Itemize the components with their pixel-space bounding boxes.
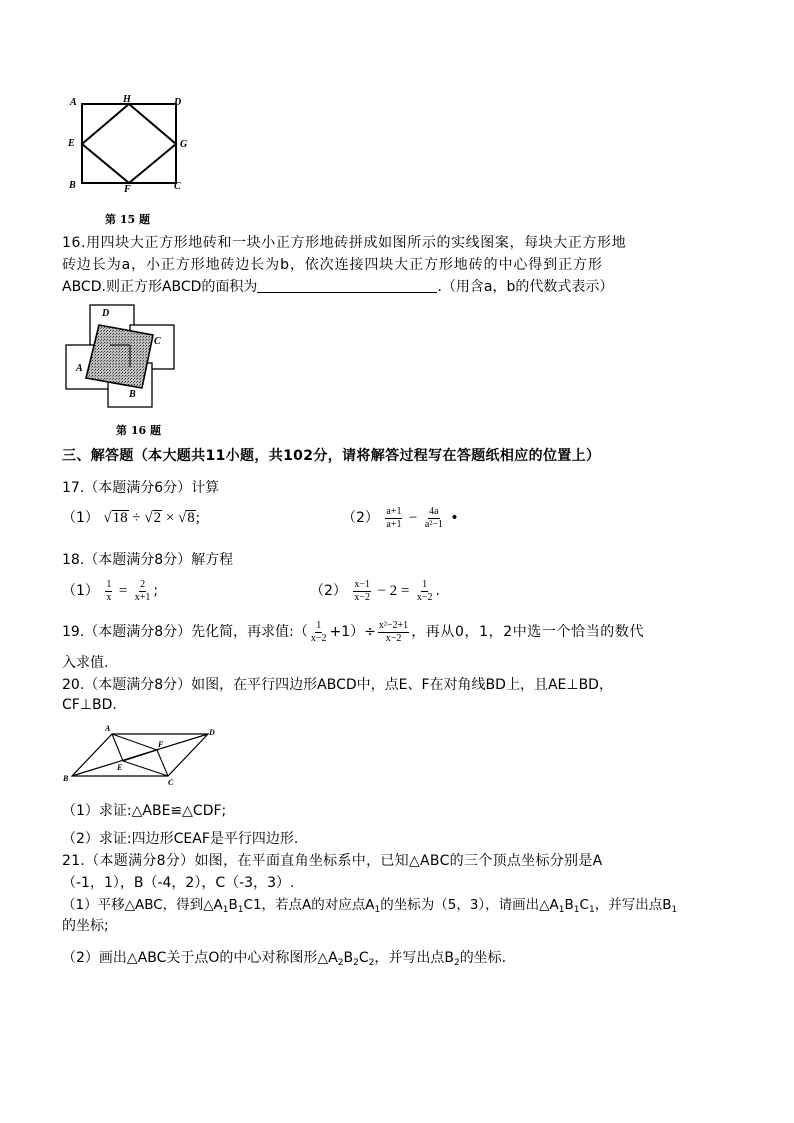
label-F: F: [158, 740, 164, 749]
sub-1: 1: [588, 905, 595, 915]
numerator: 4a: [429, 505, 439, 517]
q20-sub1: （1）求证:△ABE≌△CDF;: [62, 803, 227, 819]
q18-part2: [310, 576, 440, 606]
numerator: 2: [140, 578, 146, 590]
sub-1: 1: [237, 905, 244, 915]
q21-line1: 21.（本题满分8分）如图，在平面直角坐标系中，已知△ABC的三个顶点坐标分别是A: [62, 853, 603, 869]
figure-15: [60, 92, 200, 202]
minus-sign: −: [408, 510, 418, 526]
label-C: C: [154, 336, 161, 347]
sub-1: 1: [222, 905, 229, 915]
q17-part2: [342, 503, 459, 533]
s2b: B: [343, 950, 354, 966]
q19-pre: 19.（本题满分8分）先化简，再求值:（: [62, 624, 308, 640]
q17-part1-expression: √18 ÷ √2 × √8;: [103, 510, 200, 526]
equals-sign: =: [118, 583, 128, 599]
end-dot: •: [450, 510, 459, 526]
label-H: H: [123, 94, 131, 105]
s2d: ，并写出点B: [374, 950, 454, 966]
q21-line2: （-1，1），B（-4，2），C（-3，3）.: [62, 875, 295, 891]
s1b: B: [228, 897, 238, 913]
label-A: A: [76, 363, 83, 374]
semicolon: ;: [153, 583, 159, 599]
q18-part2-label: （2）: [310, 583, 347, 599]
q17-part2-label: （2）: [342, 510, 379, 526]
divide-sign: ÷: [132, 510, 141, 526]
radicand-18: 18: [112, 510, 128, 526]
radicand-8: 8: [187, 510, 195, 526]
label-G: G: [180, 139, 188, 150]
s2e: 的坐标.: [459, 950, 507, 966]
sub-2: 2: [337, 958, 344, 968]
sub-2: 2: [453, 958, 460, 968]
label-C: C: [168, 778, 174, 787]
s1a: （1）平移△ABC，得到△A: [62, 897, 223, 913]
numerator: x²−2+1: [378, 619, 409, 631]
label-B: B: [69, 180, 76, 191]
times-sign: ×: [165, 510, 175, 526]
figure-16-caption: 第 16 题: [116, 424, 161, 437]
q21-sub1-line2: 的坐标;: [62, 918, 109, 934]
fraction: [134, 579, 152, 604]
q20-line2: CF⊥BD.: [62, 697, 117, 713]
fraction: [385, 506, 402, 531]
denominator: a²−1: [424, 518, 443, 530]
denominator: x−2: [310, 632, 327, 644]
figure-15-caption: 第 15 题: [105, 213, 150, 226]
q19-line1: [62, 617, 644, 647]
s2c: C: [358, 950, 369, 966]
numerator: x−1: [354, 578, 371, 590]
label-A: A: [70, 97, 77, 108]
s1d: 的坐标为（5，3），请画出△A: [380, 897, 559, 913]
denominator: a+1: [386, 518, 402, 530]
q20-sub2: （2）求证:四边形CEAF是平行四边形.: [62, 831, 299, 847]
label-E: E: [117, 763, 123, 772]
label-D: D: [174, 97, 182, 108]
q21-sub2: [62, 948, 506, 973]
section-3-heading: 三、解答题（本大题共11小题，共102分，请将解答过程写在答题纸相应的位置上）: [62, 448, 601, 464]
q18-title: 18.（本题满分8分）解方程: [62, 552, 234, 568]
label-C: C: [174, 181, 181, 192]
sub-1: 1: [558, 905, 565, 915]
numerator: 1: [106, 578, 112, 590]
fraction: [353, 579, 371, 604]
numerator: a+1: [386, 505, 402, 517]
q16-line1: 16.用四块大正方形地砖和一块小正方形地砖拼成如图所示的实线图案，每块大正方形地: [62, 235, 627, 251]
figure-16: [62, 300, 182, 412]
plus-one-divide: +1）÷: [329, 624, 376, 640]
q20-line1: 20.（本题满分8分）如图，在平行四边形ABCD中，点E、F在对角线BD上，且AE⊥BD，: [62, 677, 613, 693]
period: .: [435, 583, 440, 599]
fraction: [416, 579, 434, 604]
q17-part1: [62, 508, 200, 528]
sub-2: 2: [368, 958, 375, 968]
label-D: D: [209, 728, 215, 737]
q16-line3-pre: ABCD.则正方形ABCD的面积为: [62, 279, 258, 295]
label-A: A: [105, 724, 111, 733]
semicolon: ;: [195, 510, 200, 526]
denominator: x−2: [354, 591, 371, 603]
q16-line2: 砖边长为a，小正方形地砖边长为b，依次连接四块大正方形地砖的中心得到正方形: [62, 257, 603, 273]
s2a: （2）画出△ABC关于点O的中心对称图形△A: [62, 950, 338, 966]
label-B: B: [63, 774, 69, 783]
q16-line3-post: .（用含a，b的代数式表示）: [437, 279, 614, 295]
denominator: x−2: [385, 632, 402, 644]
fraction: [378, 620, 409, 645]
fraction: [424, 506, 444, 531]
sub-2: 2: [353, 958, 359, 968]
sub-1: 1: [374, 905, 381, 915]
fraction: [105, 579, 112, 604]
sub-1: 1: [573, 905, 580, 915]
label-F: F: [124, 184, 131, 195]
q19-post: ，再从0，1，2中选一个恰当的数代: [411, 624, 645, 640]
denominator: x−2: [416, 591, 433, 603]
radicand-2: 2: [153, 510, 162, 526]
figure-20-diagram: [60, 724, 225, 794]
fraction: [310, 620, 328, 645]
minus-two-equals: − 2 =: [377, 583, 410, 599]
label-B: B: [129, 389, 136, 400]
label-E: E: [68, 138, 75, 149]
q17-title: 17.（本题满分6分）计算: [62, 480, 220, 496]
numerator: 1: [316, 619, 322, 631]
q18-part1: [62, 576, 158, 606]
sub-1: 1: [671, 905, 678, 915]
s1c: C1，若点A的对应点A: [243, 897, 375, 913]
s1f: C: [579, 897, 589, 913]
q19-line2: 入求值.: [62, 655, 109, 671]
figure-20: [60, 724, 225, 794]
figure-16-diagram: [62, 300, 182, 412]
s1e: B: [564, 897, 574, 913]
q21-sub1-line1: [62, 895, 677, 920]
q16-answer-blank[interactable]: [257, 278, 437, 293]
q18-part1-label: （1）: [62, 583, 99, 599]
q16-line3: [62, 277, 613, 297]
q17-part1-label: （1）: [62, 510, 99, 526]
denominator: x: [106, 591, 112, 603]
denominator: x+1: [134, 591, 151, 603]
label-D: D: [102, 308, 110, 319]
numerator: 1: [422, 578, 428, 590]
s1g: ，并写出点B: [594, 897, 672, 913]
